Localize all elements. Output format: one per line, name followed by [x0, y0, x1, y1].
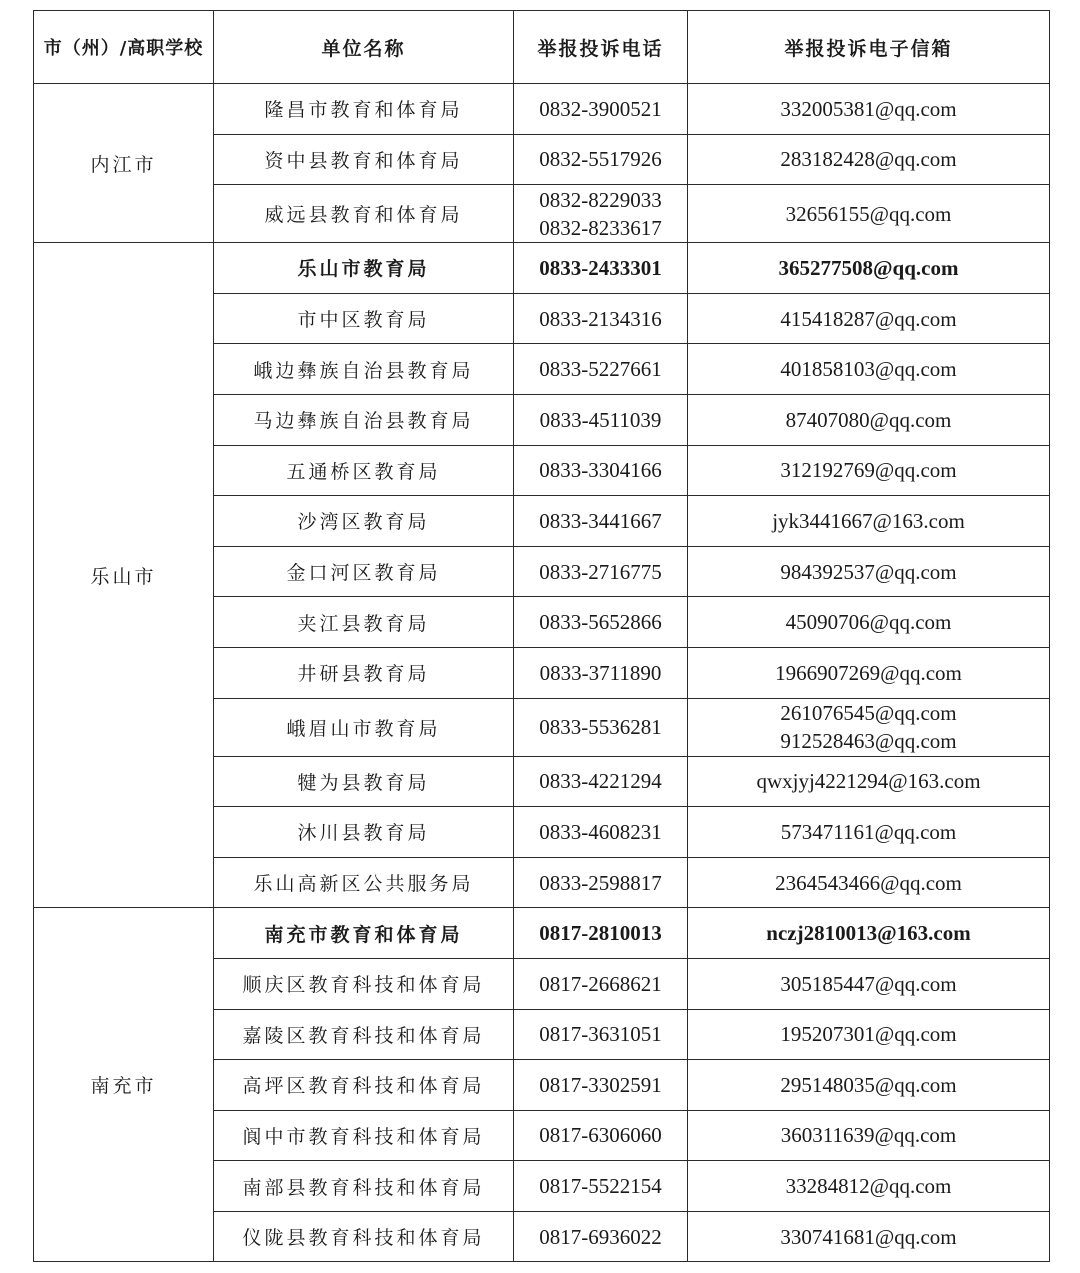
phone-number: 0833-2716775	[539, 559, 662, 584]
phone-number: 0817-2668621	[539, 971, 662, 996]
phone-cell	[514, 1009, 688, 1060]
email-address: 912528463@qq.com	[780, 729, 957, 754]
email-cell	[688, 84, 1050, 135]
phone-cell	[514, 1211, 688, 1262]
email-address: 45090706@qq.com	[785, 610, 952, 635]
email-address: 261076545@qq.com	[780, 701, 957, 726]
email-cell	[688, 1060, 1050, 1111]
phone-number: 0833-4511039	[539, 407, 662, 432]
email-address: 87407080@qq.com	[785, 407, 952, 432]
email-address: 332005381@qq.com	[780, 96, 957, 121]
phone-number: 0833-3304166	[539, 458, 662, 483]
header-phone: 举报投诉电话	[514, 11, 688, 84]
phone-number: 0817-3631051	[539, 1022, 662, 1047]
region-cell: 南充市	[34, 908, 214, 1262]
header-email: 举报投诉电子信箱	[688, 11, 1050, 84]
region-cell: 内江市	[34, 84, 214, 243]
phone-number: 0833-4221294	[539, 769, 662, 794]
phone-cell	[514, 1060, 688, 1111]
phone-cell	[514, 1110, 688, 1161]
unit-name-cell: 隆昌市教育和体育局	[214, 84, 514, 135]
phone-number: 0817-3302591	[539, 1072, 662, 1097]
phone-cell	[514, 597, 688, 648]
email-cell	[688, 134, 1050, 185]
email-cell	[688, 1211, 1050, 1262]
unit-name-cell: 高坪区教育科技和体育局	[214, 1060, 514, 1111]
phone-number: 0832-8233617	[539, 215, 662, 240]
email-cell	[688, 958, 1050, 1009]
email-cell	[688, 1110, 1050, 1161]
phone-cell	[514, 445, 688, 496]
table-header-row	[34, 11, 1050, 84]
phone-cell	[514, 647, 688, 698]
phone-number: 0817-2810013	[539, 921, 662, 946]
unit-name-cell: 威远县教育和体育局	[214, 185, 514, 243]
phone-cell	[514, 84, 688, 135]
email-address: 365277508@qq.com	[778, 255, 959, 280]
phone-number: 0833-3711890	[539, 660, 662, 685]
unit-name-cell: 井研县教育局	[214, 647, 514, 698]
email-cell	[688, 597, 1050, 648]
phone-number: 0833-5536281	[539, 715, 662, 740]
email-cell	[688, 243, 1050, 294]
email-address: 360311639@qq.com	[780, 1123, 957, 1148]
phone-cell	[514, 496, 688, 547]
email-cell	[688, 293, 1050, 344]
phone-cell	[514, 394, 688, 445]
unit-name-cell: 犍为县教育局	[214, 756, 514, 807]
email-address: jyk3441667@163.com	[772, 508, 965, 533]
email-address: 283182428@qq.com	[780, 147, 957, 172]
email-address: 984392537@qq.com	[780, 559, 957, 584]
unit-name-cell: 南充市教育和体育局	[214, 908, 514, 959]
header-unit: 单位名称	[214, 11, 514, 84]
table-body	[34, 84, 1050, 1262]
unit-name-cell: 乐山高新区公共服务局	[214, 857, 514, 908]
phone-number: 0833-5227661	[539, 357, 662, 382]
unit-name-cell: 沐川县教育局	[214, 807, 514, 858]
unit-name-cell: 嘉陵区教育科技和体育局	[214, 1009, 514, 1060]
unit-name-cell: 南部县教育科技和体育局	[214, 1161, 514, 1212]
email-address: 2364543466@qq.com	[775, 870, 962, 895]
email-cell	[688, 908, 1050, 959]
email-address: 573471161@qq.com	[780, 819, 957, 844]
phone-number: 0833-2134316	[539, 306, 662, 331]
email-cell	[688, 647, 1050, 698]
email-address: 32656155@qq.com	[785, 201, 952, 226]
phone-number: 0833-2598817	[539, 870, 662, 895]
table-row	[34, 243, 1050, 294]
phone-cell	[514, 185, 688, 243]
phone-number: 0832-3900521	[539, 96, 662, 121]
phone-number: 0832-5517926	[539, 147, 662, 172]
email-address: 295148035@qq.com	[780, 1072, 957, 1097]
phone-cell	[514, 546, 688, 597]
table-row	[34, 84, 1050, 135]
email-cell	[688, 1161, 1050, 1212]
unit-name-cell: 市中区教育局	[214, 293, 514, 344]
phone-number: 0833-5652866	[539, 610, 662, 635]
phone-number: 0817-6306060	[539, 1123, 662, 1148]
phone-cell	[514, 293, 688, 344]
email-cell	[688, 394, 1050, 445]
header-region: 市（州）/高职学校	[34, 11, 214, 84]
email-address: 195207301@qq.com	[780, 1022, 957, 1047]
phone-cell	[514, 807, 688, 858]
phone-cell	[514, 134, 688, 185]
phone-number: 0833-2433301	[539, 255, 662, 280]
unit-name-cell: 资中县教育和体育局	[214, 134, 514, 185]
phone-number: 0817-5522154	[539, 1174, 662, 1199]
email-cell	[688, 807, 1050, 858]
email-address: nczj2810013@163.com	[766, 921, 971, 946]
phone-cell	[514, 756, 688, 807]
unit-name-cell: 峨眉山市教育局	[214, 698, 514, 756]
unit-name-cell: 乐山市教育局	[214, 243, 514, 294]
unit-name-cell: 马边彝族自治县教育局	[214, 394, 514, 445]
email-address: 401858103@qq.com	[780, 357, 957, 382]
email-address: 415418287@qq.com	[780, 306, 957, 331]
email-cell	[688, 1009, 1050, 1060]
phone-cell	[514, 243, 688, 294]
phone-cell	[514, 958, 688, 1009]
email-address: 33284812@qq.com	[785, 1174, 952, 1199]
unit-name-cell: 夹江县教育局	[214, 597, 514, 648]
phone-cell	[514, 908, 688, 959]
unit-name-cell: 金口河区教育局	[214, 546, 514, 597]
email-cell	[688, 344, 1050, 395]
email-cell	[688, 857, 1050, 908]
email-address: 330741681@qq.com	[780, 1224, 957, 1249]
email-cell	[688, 756, 1050, 807]
region-cell: 乐山市	[34, 243, 214, 908]
unit-name-cell: 仪陇县教育科技和体育局	[214, 1211, 514, 1262]
table-row	[34, 908, 1050, 959]
phone-number: 0832-8229033	[539, 187, 662, 212]
email-cell	[688, 698, 1050, 756]
email-address: 312192769@qq.com	[780, 458, 957, 483]
email-cell	[688, 185, 1050, 243]
phone-cell	[514, 1161, 688, 1212]
email-address: 1966907269@qq.com	[775, 660, 962, 685]
phone-number: 0833-4608231	[539, 819, 662, 844]
unit-name-cell: 峨边彝族自治县教育局	[214, 344, 514, 395]
unit-name-cell: 五通桥区教育局	[214, 445, 514, 496]
phone-cell	[514, 698, 688, 756]
unit-name-cell: 顺庆区教育科技和体育局	[214, 958, 514, 1009]
email-cell	[688, 496, 1050, 547]
phone-number: 0833-3441667	[539, 508, 662, 533]
email-address: 305185447@qq.com	[780, 971, 957, 996]
phone-number: 0817-6936022	[539, 1224, 662, 1249]
unit-name-cell: 阆中市教育科技和体育局	[214, 1110, 514, 1161]
unit-name-cell: 沙湾区教育局	[214, 496, 514, 547]
phone-cell	[514, 344, 688, 395]
email-address: qwxjyj4221294@163.com	[756, 769, 981, 794]
phone-cell	[514, 857, 688, 908]
email-cell	[688, 546, 1050, 597]
complaint-contacts-table	[33, 10, 1050, 1262]
email-cell	[688, 445, 1050, 496]
